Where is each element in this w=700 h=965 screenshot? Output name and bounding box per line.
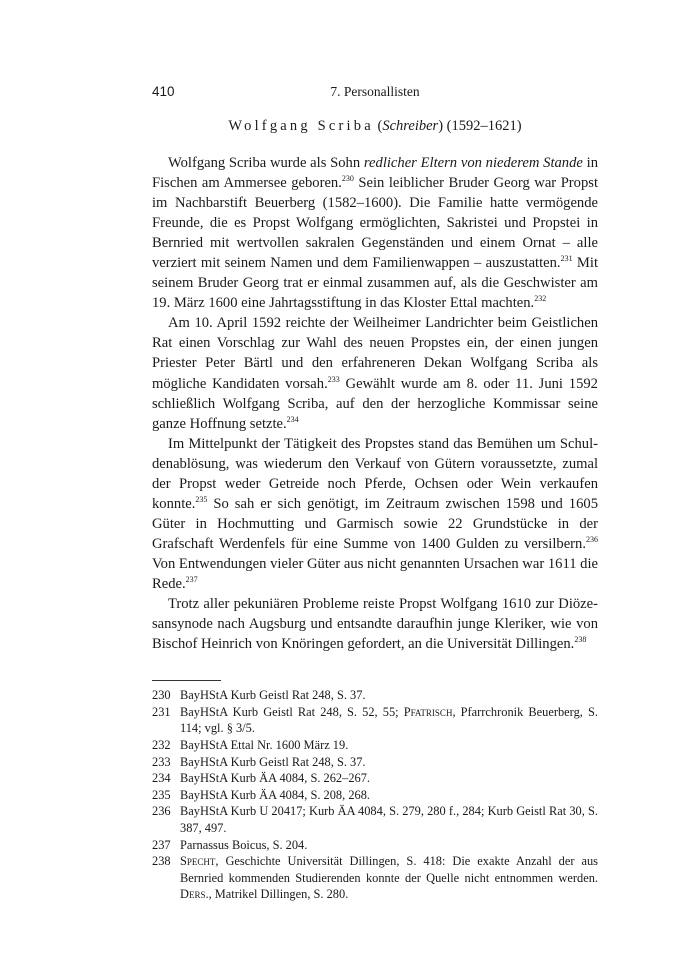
footnote-number: 230: [152, 688, 171, 703]
body-text: [152, 153, 598, 654]
footnote-232: [152, 737, 598, 754]
author-name: Specht: [180, 854, 216, 869]
author-name: Pfatrisch: [403, 704, 453, 719]
running-title: 7. Personallisten: [330, 84, 420, 99]
footnote-text: BayHStA Kurb Geistl Rat 248, S. 37.: [180, 688, 366, 703]
footnote-number: 238: [152, 854, 171, 869]
footnote-ref[interactable]: 237: [185, 575, 198, 585]
footnote-ref[interactable]: 234: [286, 414, 299, 424]
footnote-233: [152, 754, 598, 771]
footnote-ref[interactable]: 235: [195, 494, 208, 504]
paragraph-3: Im Mittelpunkt der Tätigkeit des Propstes stand das Bemühen um Schuldenablösung, was wiederum den Verkauf von Gütern voraussetzte, zumal der Propst weder Getreide noch Pferde, Ochsen oder Wein verkaufen konnte.$^{235}$ So sah er sich genötigt, im Zeitraum zwischen 1598 und 1605 Güter in Hochmutting und Garmisch sowie 22 Grundstücke in der Grafschaft Werdenfels für eine Summe von 1400 Gulden zu versilbern.$^{236}$ Von Entwendungen vieler Güter aus nicht genannten Ursachen war 1611 die Rede.$^{237}$: [152, 435, 598, 592]
footnote-234: [152, 770, 598, 787]
footnotes: [152, 687, 598, 903]
footnote-number: 233: [152, 754, 171, 769]
footnote-235: [152, 787, 598, 804]
running-header: [152, 84, 598, 106]
footnote-number: 232: [152, 737, 171, 752]
footnote-238: [152, 853, 598, 903]
footnote-237: [152, 837, 598, 854]
footnote-236: [152, 803, 598, 836]
footnote-number: 235: [152, 787, 171, 802]
footnote-ref[interactable]: 231: [560, 254, 573, 264]
footnote-230: [152, 687, 598, 704]
footnote-text: BayHStA Kurb ÄA 4084, S. 208, 268.: [180, 787, 371, 802]
paragraph-4: Trotz aller pekuniären Probleme reiste Propst Wolfgang 1610 zur Diözesansynode nach Augsburg und entsandte daraufhin junge Kleriker, wie von Bischof Heinrich von Knöringen gefordert, an die Universität Dillingen.$^{238}$: [152, 596, 598, 653]
footnote-text: Parnassus Boicus, S. 204.: [180, 837, 308, 852]
author-name: Ders.: [180, 887, 209, 902]
footnote-text: BayHStA Kurb Geistl Rat 248, S. 52, 55; Pfatrisch, Pfarrchronik Beuerberg, S. 114; vgl. § 3/5.: [180, 704, 598, 736]
paragraph-2: Am 10. April 1592 reichte der Weilheimer Landrichter beim Geistlichen Rat einen Vorschlag zur Wahl des neuen Propstes ein, der einen jungen Priester Peter Bärtl und den erfahreneren Dekan Wolfgang Scriba als mögliche Kandidaten vorsah.$^{233}$ Gewählt wurde am 8. oder 11. Juni 1592 schließlich Wolfgang Scriba, auf den der herzogliche Kommissar seine ganze Hoffnung setzte.$^{234}$: [152, 315, 598, 432]
footnote-number: 231: [152, 704, 171, 719]
title-alias: Schreiber: [382, 118, 439, 134]
footnote-231: [152, 704, 598, 737]
footnote-text: BayHStA Ettal Nr. 1600 März 19.: [180, 737, 349, 752]
page-number: 410: [152, 84, 175, 99]
footnote-number: 234: [152, 771, 171, 786]
footnote-text: Specht, Geschichte Universität Dillingen, S. 418: Die exakte Anzahl der aus Bernried kommenden Studierenden konnte der Quelle nicht entnommen werden. Ders., Matrikel Dillingen, S. 280.: [180, 854, 598, 902]
footnote-text: BayHStA Kurb U 20417; Kurb ÄA 4084, S. 279, 280 f., 284; Kurb Geistl Rat 30, S. 387, 497.: [180, 804, 598, 835]
footnote-number: 236: [152, 804, 171, 819]
footnote-text: BayHStA Kurb Geistl Rat 248, S. 37.: [180, 754, 366, 769]
footnote-ref[interactable]: 233: [327, 374, 340, 384]
title-years: (1592–1621): [446, 118, 522, 134]
footnote-divider: [152, 680, 221, 681]
footnote-ref[interactable]: 232: [534, 294, 547, 304]
footnote-text: BayHStA Kurb ÄA 4084, S. 262–267.: [180, 771, 371, 786]
footnote-ref[interactable]: 230: [341, 174, 354, 184]
paragraph-1: Wolfgang Scriba wurde als Sohn redlicher Eltern von niederem Stande in Fischen am Ammersee geboren.$^{230}$ Sein leiblicher Bruder Georg war Propst im Nachbarstift Beuerberg (1582–1600). Die Familie hatte vermögende Freunde, die es Propst Wolfgang ermöglichten, Sakristei und Propstei in Bernried mit wertvollen sakralen Gegenständen und einem Ornat – alle verziert mit seinem Namen und dem Familienwappen – auszustatten.$^{231}$ Mit seinem Bruder Georg trat er einmal zusammen auf, als die Geschwister am 19. März 1600 eine Jahrtagsstiftung in das Kloster Ettal machten.$^{232}$: [152, 155, 598, 312]
footnote-number: 237: [152, 837, 171, 852]
footnote-ref[interactable]: 236: [586, 535, 598, 545]
book-page: [152, 84, 598, 903]
section-title: Wolfgang Scriba (Schreiber) (1592–1621): [228, 118, 522, 134]
emphasis: redlicher Eltern von niederem Stande: [363, 155, 583, 171]
footnote-ref[interactable]: 238: [574, 635, 587, 645]
title-name: Wolfgang Scriba: [228, 118, 374, 134]
